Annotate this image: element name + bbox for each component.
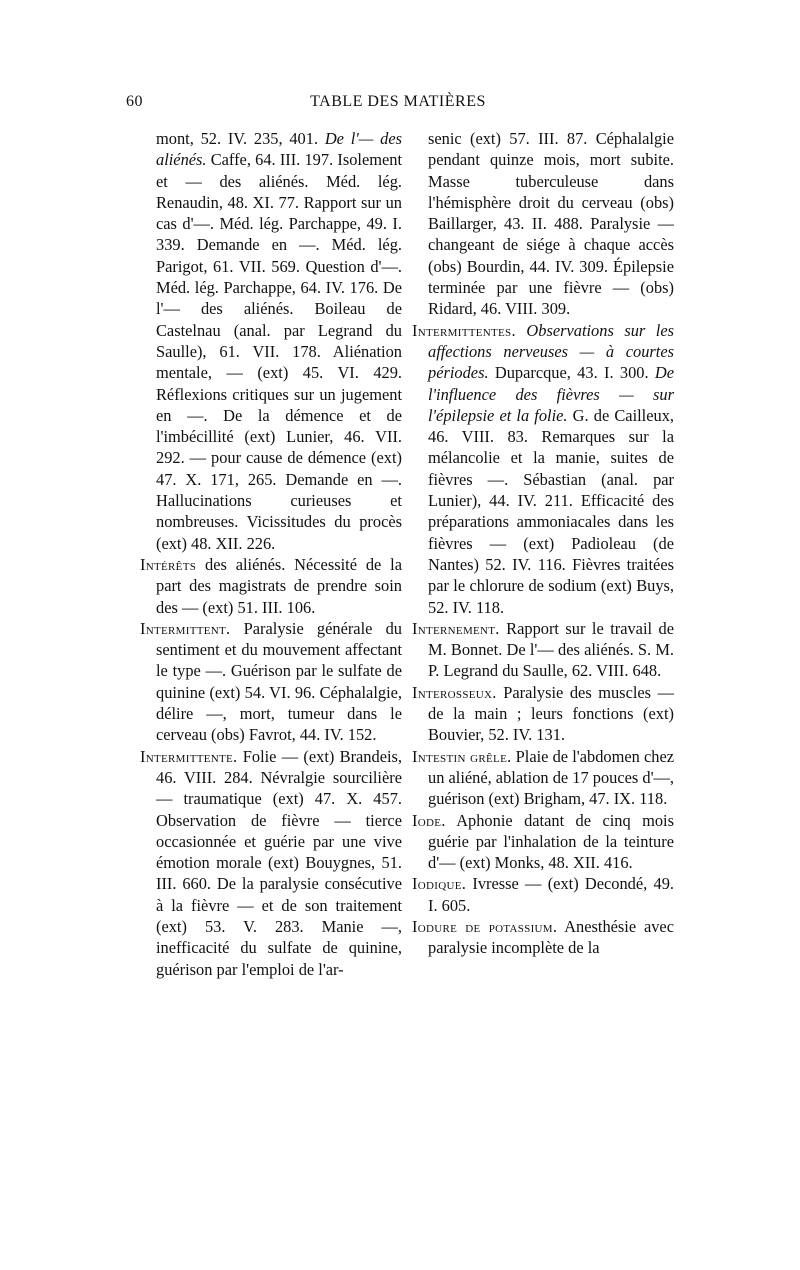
entry-text: Folie — (ext) Brandeis, 46. VIII. 284. Névralgie sourcilière — traumatique (ext) 47. X. 457. Observation de fièvre — tierce occasionnée et guérie par une vive émotion morale (ext) Bouygnes, 51. III. 660. De la paralysie consécutive à la fièvre — et de son traitement (ext) 53. V. 283. Manie —, inefficacité du sulfate de quinine, guérison par l'emploi de l'ar- — [156, 746, 402, 979]
index-entry — [140, 618, 402, 746]
entry-headword: Intermittent. — [140, 618, 231, 638]
entry-text: Anesthésie avec paralysie incomplète de la — [428, 916, 674, 958]
entry-text: Aphonie datant de cinq mois guérie par l'inhalation de la teinture d'— (ext) Monks, 48. XII. 416. — [428, 810, 674, 873]
entry-title-italic: Observations sur les affections nerveuses — à courtes périodes. — [428, 320, 674, 383]
entry-text: Plaie de l'abdomen chez un aliéné, ablation de 17 pouces d'—, guérison (ext) Brigham, 47. IX. 118. — [428, 746, 675, 809]
running-title: TABLE DES MATIÈRES — [310, 93, 486, 110]
entry-text: mont, 52. IV. 235, 401. — [156, 129, 325, 148]
index-entry — [412, 873, 674, 916]
index-entry — [412, 682, 674, 746]
entry-headword: Intermittentes. — [412, 320, 516, 340]
entry-text: senic (ext) 57. III. 87. Céphalalgie pendant quinze mois, mort subite. Masse tuberculeuse dans l'hémisphère droit du cerveau (obs) Baillarger, 43. II. 488. Paralysie — changeant de siége à chaque accès (obs) Bourdin, 44. IV. 309. Épilepsie terminée par une fièvre — (obs) Ridard, 46. VIII. 309. — [428, 129, 674, 319]
entry-text: Caffe, 64. III. 197. Isolement et — des aliénés. Méd. lég. Renaudin, 48. XI. 77. Rapport sur un cas d'—. Méd. lég. Parchappe, 49. I. 339. Demande en —. Méd. lég. Parigot, 61. VII. 569. Question d'—. Méd. lég. Parchappe, 64. IV. 176. De l'— des aliénés. Boileau de Castelnau (anal. par Legrand du Saulle), 61. VII. 178. Aliénation mentale, — (ext) 45. VI. 429. Réflexions critiques sur un jugement en —. De la démence et de l'imbécillité (ext) Lunier, 46. VII. 292. — pour cause de démence (ext) 47. X. 171, 265. Demande en —. Hallucinations curieuses et nombreuses. Vicissitudes du procès (ext) 48. XII. 226. — [156, 150, 402, 553]
index-entry — [412, 320, 674, 618]
entry-title-italic: De l'influence des fièvres — sur l'épilepsie et la folie. — [428, 363, 674, 425]
index-entry — [412, 618, 674, 682]
entry-headword: Interosseux. — [412, 682, 497, 702]
entry-headword: Intérêts — [140, 554, 197, 574]
right-column — [412, 128, 674, 959]
entry-text: Duparcque, 43. I. 300. — [488, 363, 655, 383]
entry-text: Ivresse — (ext) Decondé, 49. I. 605. — [428, 874, 674, 915]
entry-text: G. de Cailleux, 46. VIII. 83. Remarques sur la mélancolie et la manie, suites de fièvres —. Sébastian (anal. par Lunier), 44. IV. 211. Efficacité des préparations ammoniacales dans les fièvres — (ext) Padioleau (de Nantes) 52. IV. 116. Fièvres traitées par le chlorure de sodium (ext) Buys, 52. IV. 118. — [428, 405, 674, 617]
entry-headword: Iodique. — [412, 874, 467, 894]
entry-title-italic: De l'— des aliénés. — [156, 129, 402, 170]
page-header — [126, 93, 670, 117]
entry-headword: Iodure de potassium. — [412, 916, 558, 936]
entry-text: des aliénés. Nécessité de la part des magistrats de prendre soin des — (ext) 51. III. 106. — [156, 554, 402, 617]
index-entry-continuation — [412, 128, 674, 320]
entry-headword: Intermittente. — [140, 746, 238, 766]
index-entry — [140, 554, 402, 618]
entry-headword: Iode. — [412, 810, 446, 830]
entry-headword: Intestin grêle. — [412, 746, 512, 766]
page-number: 60 — [126, 93, 143, 110]
index-entry — [412, 916, 674, 959]
entry-headword: Internement. — [412, 618, 500, 638]
entry-text — [516, 321, 527, 340]
index-entry-continuation — [140, 128, 402, 554]
index-entry — [412, 746, 674, 810]
entry-text: Paralysie générale du sentiment et du mouvement affectant le type —. Guérison par le sulfate de quinine (ext) 54. VI. 96. Céphalalgie, délire —, mort, tumeur dans le cerveau (obs) Favrot, 44. IV. 152. — [156, 618, 402, 745]
index-entry — [412, 810, 674, 874]
index-entry — [140, 746, 402, 980]
entry-text: Rapport sur le travail de M. Bonnet. De l'— des aliénés. S. M. P. Legrand du Saulle, 62. VIII. 648. — [428, 618, 674, 681]
left-column — [140, 128, 402, 980]
entry-text: Paralysie des muscles — de la main ; leurs fonctions (ext) Bouvier, 52. IV. 131. — [428, 682, 674, 745]
